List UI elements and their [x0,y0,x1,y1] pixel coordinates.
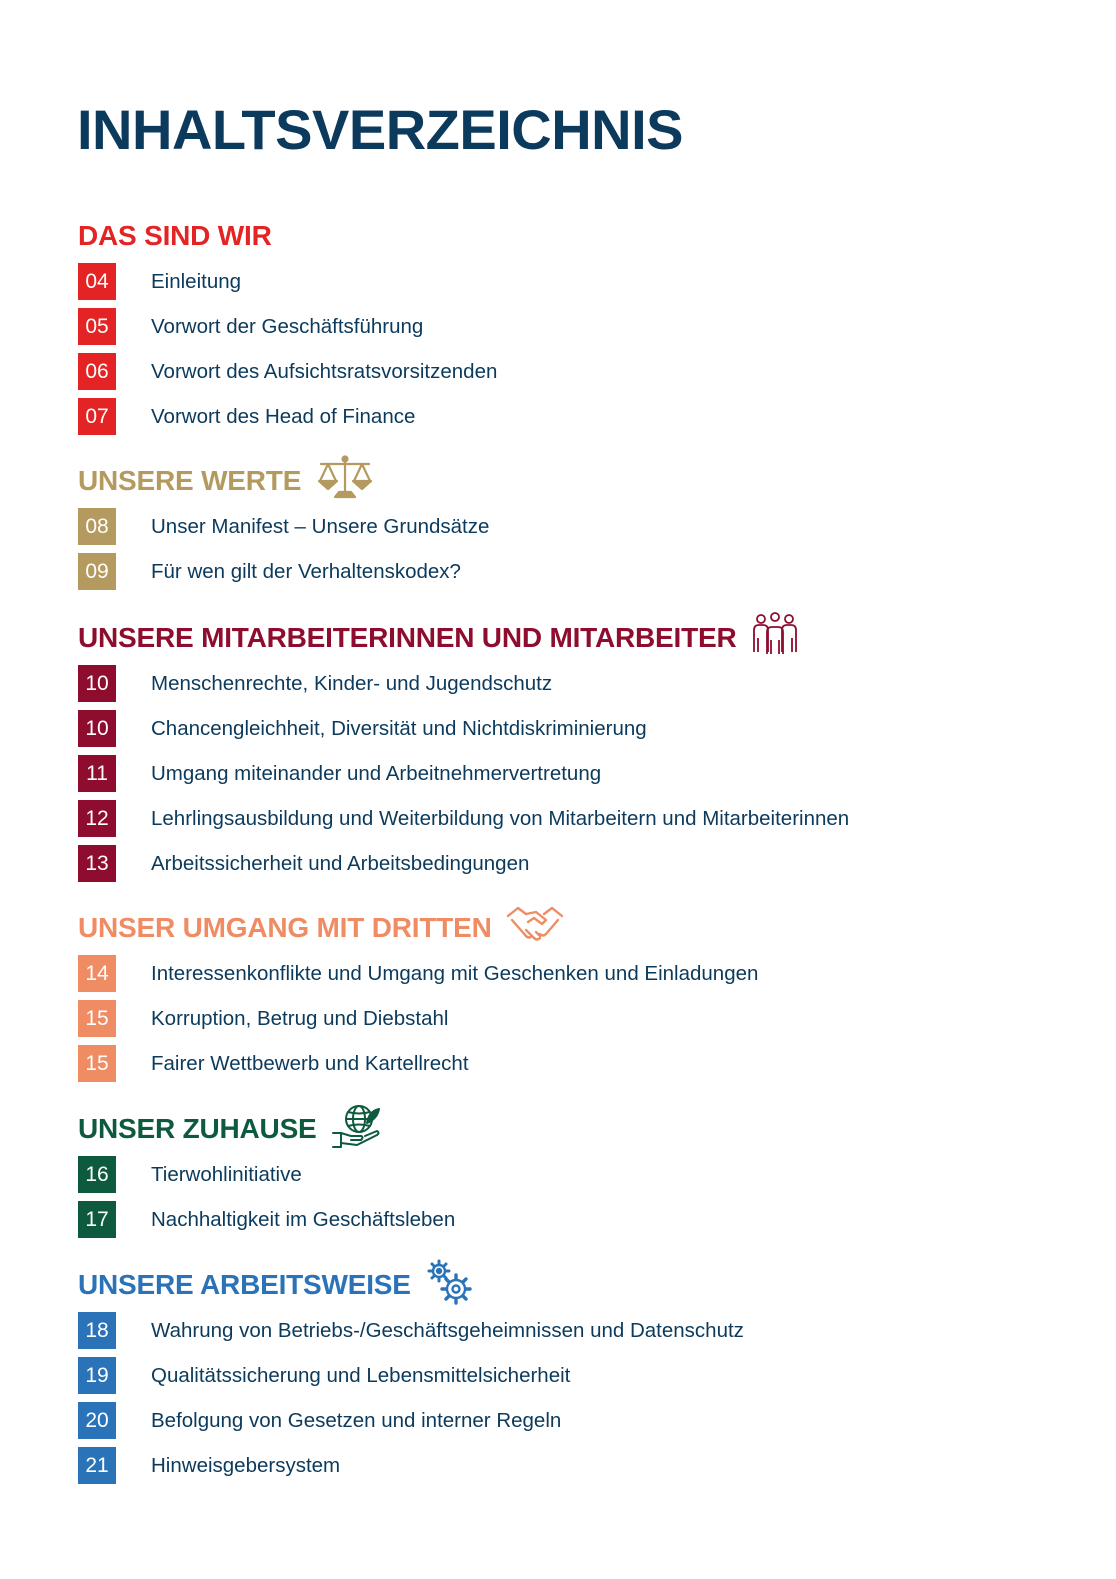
toc-item-label: Qualitätssicherung und Lebensmittelsicherheit [151,1363,571,1387]
toc-item-label: Vorwort der Geschäftsführung [151,314,424,338]
page-number-badge: 05 [78,308,116,345]
section-heading: UNSERE MITARBEITERINNEN UND MITARBEITER [78,615,849,661]
toc-item[interactable] [78,1443,744,1488]
toc-item-label: Einleitung [151,269,242,293]
toc-item-label: Für wen gilt der Verhaltenskodex? [151,559,461,583]
page-number-badge: 11 [78,755,116,792]
section-heading: UNSER ZUHAUSE [78,1106,455,1152]
page-number-badge: 07 [78,398,116,435]
section-umgang-mit-dritten [78,905,758,1086]
toc-item-label: Wahrung von Betriebs-/Geschäftsgeheimnissen und Datenschutz [151,1318,744,1342]
page-number-badge: 09 [78,553,116,590]
toc-item[interactable] [78,996,758,1041]
page-number-badge: 14 [78,955,116,992]
toc-item[interactable] [78,1197,455,1242]
section-heading: UNSERE WERTE [78,458,489,504]
section-heading: DAS SIND WIR [78,220,272,251]
toc-item-label: Umgang miteinander und Arbeitnehmervertretung [151,761,602,785]
page-number-badge: 18 [78,1312,116,1349]
toc-item-label: Lehrlingsausbildung und Weiterbildung von Mitarbeitern und Mitarbeiterinnen [151,806,850,830]
toc-item[interactable] [78,661,849,706]
toc-item-label: Menschenrechte, Kinder- und Jugendschutz [151,671,553,695]
toc-item[interactable] [78,504,489,549]
page-number-badge: 13 [78,845,116,882]
toc-item-label: Hinweisgebersystem [151,1453,341,1477]
page-number-badge: 10 [78,665,116,702]
gears-icon [425,1258,473,1313]
toc-item[interactable] [78,259,497,304]
toc-item[interactable] [78,706,849,751]
toc-item-label: Vorwort des Aufsichtsratsvorsitzenden [151,359,498,383]
toc-item[interactable] [78,951,758,996]
toc-item-label: Tierwohlinitiative [151,1162,302,1186]
toc-item-label: Korruption, Betrug und Diebstahl [151,1006,449,1030]
toc-item[interactable] [78,394,497,439]
page-number-badge: 16 [78,1156,116,1193]
page-number-badge: 12 [78,800,116,837]
toc-item-label: Vorwort des Head of Finance [151,404,416,428]
page-number-badge: 06 [78,353,116,390]
toc-item-label: Unser Manifest – Unsere Grundsätze [151,514,490,538]
page-title: INHALTSVERZEICHNIS [77,98,683,161]
toc-item[interactable] [78,751,849,796]
section-unsere-arbeitsweise [78,1262,744,1488]
page-number-badge: 20 [78,1402,116,1439]
toc-item-label: Nachhaltigkeit im Geschäftsleben [151,1207,456,1231]
people-icon [751,612,799,665]
toc-item[interactable] [78,1398,744,1443]
page-number-badge: 15 [78,1000,116,1037]
page-number-badge: 21 [78,1447,116,1484]
toc-item-label: Chancengleichheit, Diversität und Nichtdiskriminierung [151,716,647,740]
page-number-badge: 10 [78,710,116,747]
page-number-badge: 19 [78,1357,116,1394]
globe-hand-icon [331,1103,383,1156]
section-heading: UNSER UMGANG MIT DRITTEN [78,905,758,951]
page-number-badge: 08 [78,508,116,545]
toc-item[interactable] [78,1152,455,1197]
toc-item-label: Befolgung von Gesetzen und interner Regeln [151,1408,562,1432]
scales-icon [315,455,375,508]
page-number-badge: 15 [78,1045,116,1082]
toc-item[interactable] [78,1308,744,1353]
toc-item[interactable] [78,841,849,886]
handshake-icon [506,904,564,953]
toc-item[interactable] [78,549,489,594]
toc-item-label: Interessenkonflikte und Umgang mit Geschenken und Einladungen [151,961,759,985]
page-number-badge: 04 [78,263,116,300]
section-unsere-werte [78,458,489,594]
section-mitarbeiter [78,615,849,886]
toc-item[interactable] [78,1353,744,1398]
toc-item[interactable] [78,796,849,841]
section-unser-zuhause [78,1106,455,1242]
toc-item-label: Fairer Wettbewerb und Kartellrecht [151,1051,469,1075]
section-das-sind-wir [78,213,497,439]
page-number-badge: 17 [78,1201,116,1238]
toc-item[interactable] [78,1041,758,1086]
toc-item[interactable] [78,304,497,349]
toc-item[interactable] [78,349,497,394]
toc-item-label: Arbeitssicherheit und Arbeitsbedingungen [151,851,530,875]
section-heading: UNSERE ARBEITSWEISE [78,1262,744,1308]
